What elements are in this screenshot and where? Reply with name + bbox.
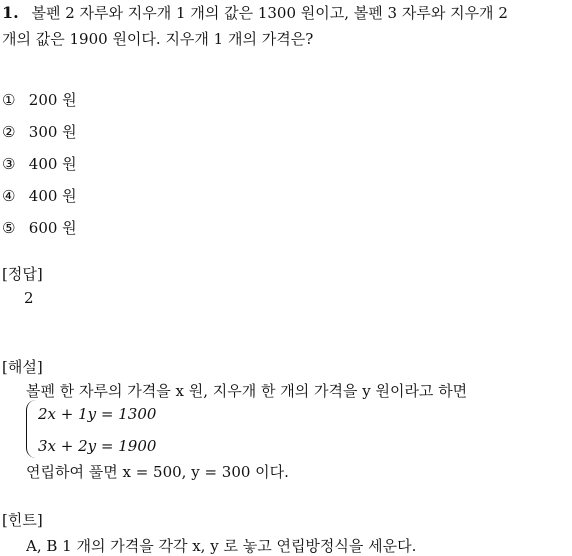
choice-1[interactable] <box>2 89 77 110</box>
hint-text: A, B 1 개의 가격을 각각 x, y 로 놓고 연립방정식을 세운다. <box>26 537 417 555</box>
choice-text-1: 200 원 <box>28 91 77 109</box>
question-number: 1. <box>2 3 19 22</box>
equation-2: 3x + 2y = 1900 <box>38 437 157 455</box>
choice-text-4: 400 원 <box>28 187 77 205</box>
equation-brace <box>26 400 37 458</box>
choice-3[interactable] <box>2 153 77 174</box>
choice-5[interactable] <box>2 217 77 238</box>
answer-header: [정답] <box>2 265 43 283</box>
question-line-1: 볼펜 2 자루와 지우개 1 개의 값은 1300 원이고, 볼펜 3 자루와 지우개 2 <box>31 4 508 22</box>
choice-2[interactable] <box>2 121 77 142</box>
choice-mark-4: ④ <box>2 187 16 205</box>
choice-4[interactable] <box>2 185 77 206</box>
choice-text-2: 300 원 <box>28 123 77 141</box>
choice-mark-3: ③ <box>2 155 16 173</box>
question-stem <box>2 2 508 23</box>
choice-mark-1: ① <box>2 91 16 109</box>
explanation-conclusion: 연립하여 풀면 x = 500, y = 300 이다. <box>26 463 289 481</box>
choice-text-5: 600 원 <box>28 219 77 237</box>
explanation-header: [해설] <box>2 358 43 376</box>
choice-mark-2: ② <box>2 123 16 141</box>
equation-1: 2x + 1y = 1300 <box>38 405 157 423</box>
explanation-intro: 볼펜 한 자루의 가격을 x 원, 지우개 한 개의 가격을 y 원이라고 하면 <box>26 382 468 400</box>
hint-header: [힌트] <box>2 511 43 529</box>
choice-mark-5: ⑤ <box>2 219 16 237</box>
choice-text-3: 400 원 <box>28 155 77 173</box>
question-line-2: 개의 값은 1900 원이다. 지우개 1 개의 가격은? <box>2 30 314 48</box>
answer-value: 2 <box>24 289 34 307</box>
